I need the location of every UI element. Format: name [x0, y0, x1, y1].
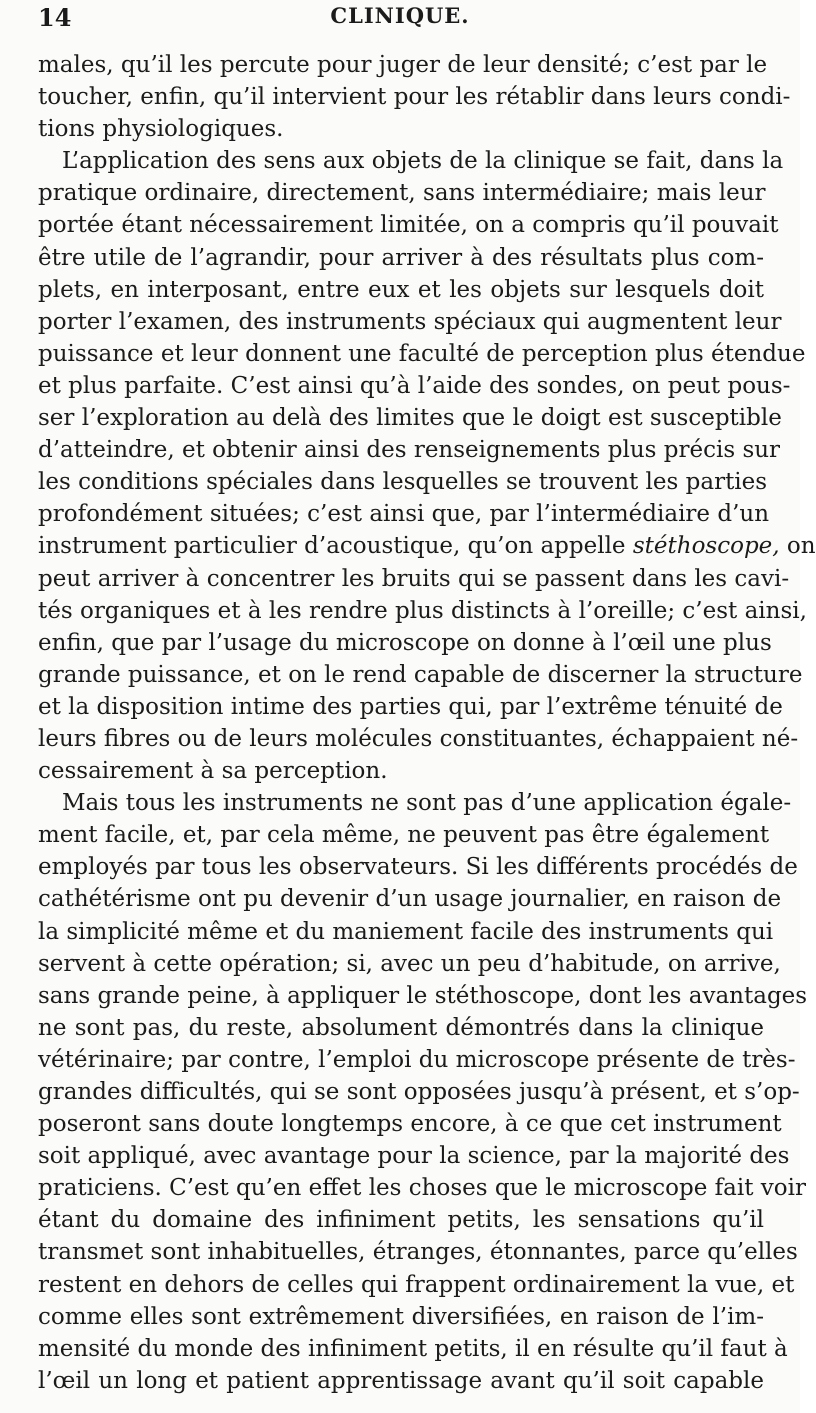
text-line: leurs fibres ou de leurs molécules constituantes, échappaient né-: [38, 725, 799, 752]
text-line: l’œil un long et patient apprentissage avant qu’il soit capable: [38, 1367, 764, 1394]
text-segment: instrument particulier d’acoustique, qu’on appelle: [38, 533, 633, 560]
running-head: CLINIQUE.: [330, 3, 470, 28]
text-line: être utile de l’agrandir, pour arriver à des résultats plus com-: [38, 244, 764, 271]
text-line: d’atteindre, et obtenir ainsi des renseignements plus précis sur: [38, 437, 781, 464]
text-line: peut arriver à concentrer les bruits qui se passent dans les cavi-: [38, 565, 790, 592]
text-line: ser l’exploration au delà des limites que le doigt est susceptible: [38, 405, 782, 432]
text-line: la simplicité même et du maniement facile des instruments qui: [38, 918, 774, 945]
text-line: enfin, que par l’usage du microscope on donne à l’œil une plus: [38, 629, 772, 656]
text-line: vétérinaire; par contre, l’emploi du microscope présente de très-: [38, 1046, 796, 1073]
text-line: cathétérisme ont pu devenir d’un usage journalier, en raison de: [38, 886, 782, 913]
text-line: puissance et leur donnent une faculté de perception plus étendue: [38, 340, 806, 367]
text-line: ment facile, et, par cela même, ne peuvent pas être également: [38, 822, 770, 849]
text-line: praticiens. C’est qu’en effet les choses que le microscope fait voir: [38, 1175, 806, 1202]
text-line: restent en dehors de celles qui frappent ordinairement la vue, et: [38, 1271, 795, 1298]
text-line: comme elles sont extrêmement diversifiées, en raison de l’im-: [38, 1303, 764, 1330]
text-line: grandes difficultés, qui se sont opposées jusqu’à présent, et s’op-: [38, 1079, 800, 1105]
text-line: soit appliqué, avec avantage pour la science, par la majorité des: [38, 1143, 790, 1170]
text-line: ne sont pas, du reste, absolument démontrés dans la clinique: [38, 1014, 764, 1041]
text-line: tions physiologiques.: [38, 116, 284, 143]
page-header: [0, 0, 800, 40]
text-line: tés organiques et à les rendre plus distincts à l’oreille; c’est ainsi,: [38, 597, 807, 624]
text-line: employés par tous les observateurs. Si les différents procédés de: [38, 854, 798, 881]
text-line: et plus parfaite. C’est ainsi qu’à l’aide des sondes, on peut pous-: [38, 372, 791, 399]
text-line: les conditions spéciales dans lesquelles se trouvent les parties: [38, 469, 768, 496]
text-line: sans grande peine, à appliquer le stéthoscope, dont les avantages: [38, 982, 808, 1009]
text-line: portée étant nécessairement limitée, on a compris qu’il pouvait: [38, 212, 779, 239]
text-line: pratique ordinaire, directement, sans intermédiaire; mais leur: [38, 180, 766, 207]
text-line: males, qu’il les percute pour juger de leur densité; c’est par le: [38, 52, 768, 78]
body-text: [38, 49, 816, 1397]
text-segment: on: [779, 533, 816, 560]
text-line: profondément situées; c’est ainsi que, par l’intermédiaire d’un: [38, 501, 770, 528]
text-line: transmet sont inhabituelles, étranges, étonnantes, parce qu’elles: [38, 1239, 798, 1266]
text-line: toucher, enfin, qu’il intervient pour les rétablir dans leurs condi-: [38, 84, 791, 111]
text-line: étant du domaine des infiniment petits, les sensations qu’il: [38, 1207, 764, 1234]
text-line: plets, en interposant, entre eux et les objets sur lesquels doit: [38, 276, 764, 303]
text-line: L’application des sens aux objets de la clinique se fait, dans la: [62, 148, 784, 175]
text-line: Mais tous les instruments ne sont pas d’une application égale-: [62, 790, 792, 817]
text-line: [38, 530, 816, 562]
text-line: porter l’examen, des instruments spéciaux qui augmentent leur: [38, 308, 782, 335]
text-line: poseront sans doute longtemps encore, à ce que cet instrument: [38, 1111, 782, 1138]
text-line: servent à cette opération; si, avec un peu d’habitude, on arrive,: [38, 950, 781, 977]
text-line: grande puissance, et on le rend capable de discerner la structure: [38, 661, 803, 688]
italic-term: stéthoscope,: [632, 533, 780, 560]
text-line: cessairement à sa perception.: [38, 758, 388, 785]
page-number: 14: [38, 3, 72, 32]
text-line: mensité du monde des infiniment petits, il en résulte qu’il faut à: [38, 1335, 788, 1362]
text-line: et la disposition intime des parties qui, par l’extrême ténuité de: [38, 693, 783, 720]
